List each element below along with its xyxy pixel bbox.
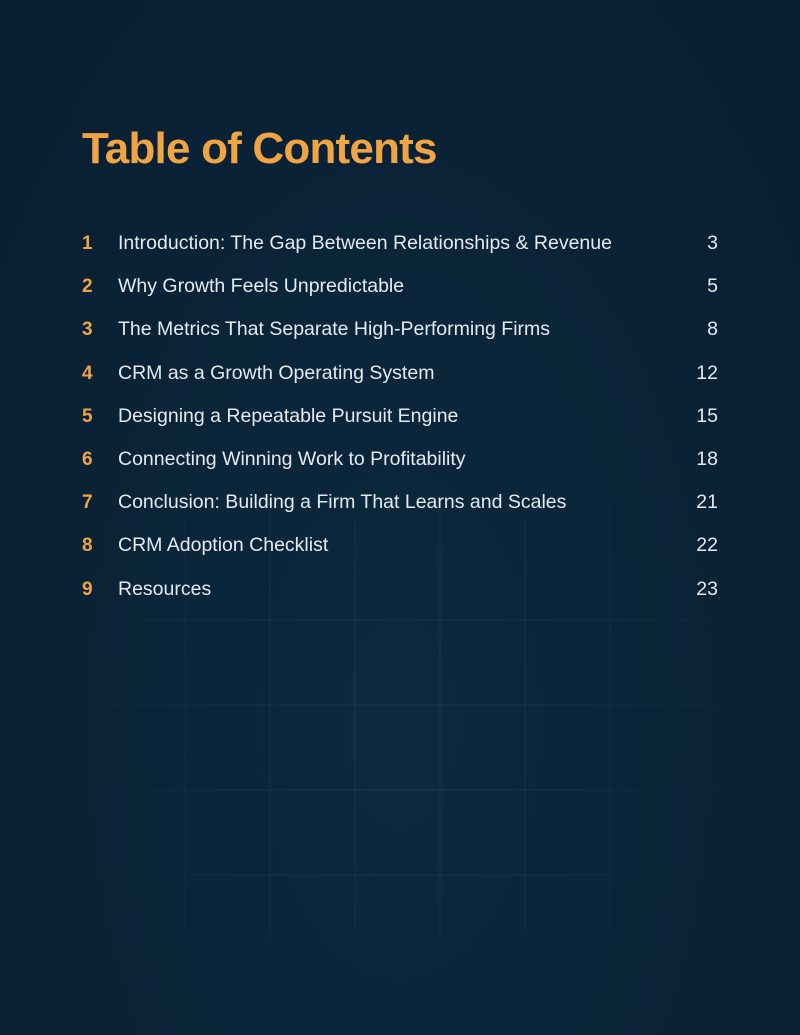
toc-entry-title: Why Growth Feels Unpredictable <box>118 275 405 298</box>
toc-entry[interactable] <box>82 265 718 308</box>
toc-entry[interactable] <box>82 352 718 395</box>
toc-entry[interactable] <box>82 222 718 265</box>
toc-entry-title: Conclusion: Building a Firm That Learns and Scales <box>118 491 567 514</box>
toc-entry[interactable] <box>82 438 718 481</box>
toc-entry-number: 8 <box>82 535 93 557</box>
toc-entry-number: 3 <box>82 319 93 341</box>
toc-entry-title: Introduction: The Gap Between Relationships & Revenue <box>118 232 612 255</box>
toc-entry-number: 4 <box>82 362 93 384</box>
toc-entry-page: 3 <box>707 232 718 255</box>
toc-entry-number: 6 <box>82 449 93 471</box>
toc-entry-page: 18 <box>696 448 718 471</box>
toc-entry[interactable] <box>82 568 718 611</box>
toc-entry-page: 21 <box>696 491 718 514</box>
toc-entry-number: 2 <box>82 276 93 298</box>
toc-entry-page: 12 <box>696 361 718 384</box>
toc-entry[interactable] <box>82 308 718 351</box>
toc-entry[interactable] <box>82 481 718 524</box>
toc-entry-page: 15 <box>696 404 718 427</box>
toc-entry-title: CRM as a Growth Operating System <box>118 361 435 384</box>
toc-entry[interactable] <box>82 395 718 438</box>
toc-entry-number: 7 <box>82 492 93 514</box>
toc-entry-title: The Metrics That Separate High-Performing Firms <box>118 318 551 341</box>
toc-entry-page: 5 <box>707 275 718 298</box>
toc-entry-page: 8 <box>707 318 718 341</box>
toc-entry-page: 22 <box>696 534 718 557</box>
toc-entry-title: CRM Adoption Checklist <box>118 534 329 557</box>
table-of-contents <box>82 222 718 611</box>
toc-entry-title: Designing a Repeatable Pursuit Engine <box>118 404 459 427</box>
toc-entry-title: Connecting Winning Work to Profitability <box>118 448 466 471</box>
toc-entry-number: 1 <box>82 233 93 255</box>
toc-entry-page: 23 <box>696 577 718 600</box>
toc-entry-number: 9 <box>82 578 93 600</box>
toc-entry-title: Resources <box>118 577 212 600</box>
page-title: Table of Contents <box>82 124 437 173</box>
toc-entry[interactable] <box>82 524 718 567</box>
toc-entry-number: 5 <box>82 405 93 427</box>
